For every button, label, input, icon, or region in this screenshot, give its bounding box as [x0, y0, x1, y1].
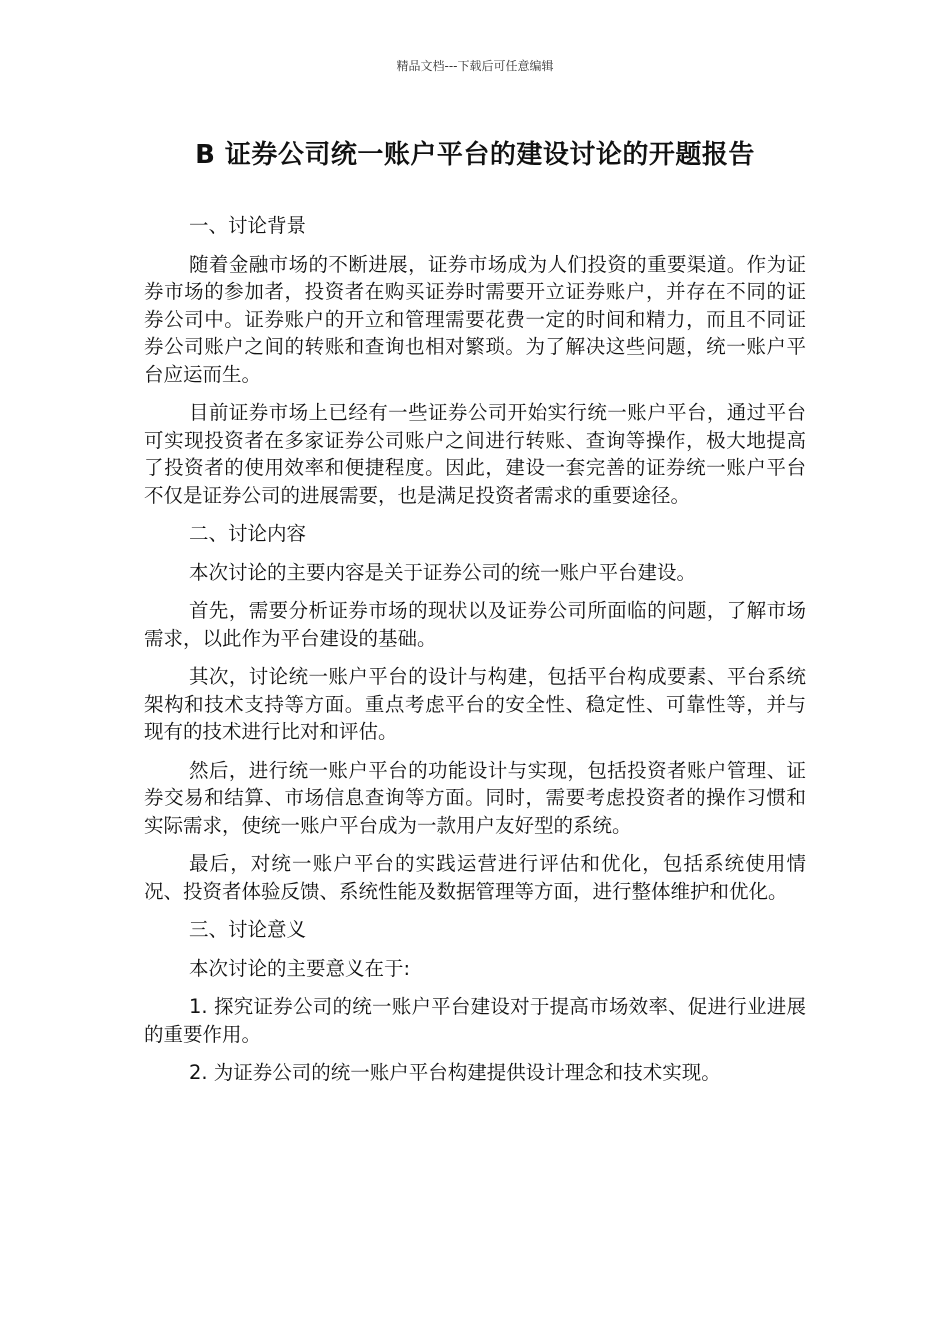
paragraph: 本次讨论的主要内容是关于证券公司的统一账户平台建设。 [189, 560, 697, 584]
document-body [144, 212, 806, 1098]
section-heading-content: 二、讨论内容 [189, 522, 307, 545]
list-item: 2. 为证券公司的统一账户平台构建提供设计理念和技术实现。 [189, 1061, 721, 1084]
paragraph: 目前证券市场上已经有一些证券公司开始实行统一账户平台，通过平台可实现投资者在多家证券公司账户之间进行转账、查询等操作，极大地提高了投资者的使用效率和便捷程度。因此，建设一套完善的证券统一账户平台不仅是证券公司的进展需要，也是满足投资者需求的重要途径。 [144, 401, 806, 507]
paragraph: 随着金融市场的不断进展，证券市场成为人们投资的重要渠道。作为证券市场的参加者，投资者在购买证券时需要开立证券账户，并存在不同的证券公司中。证券账户的开立和管理需要花费一定的时间和精力，而且不同证券公司账户之间的转账和查询也相对繁琐。为了解决这些问题，统一账户平台应运而生。 [144, 252, 806, 386]
list-item: 1. 探究证券公司的统一账户平台建设对于提高市场效率、促进行业进展的重要作用。 [144, 995, 806, 1046]
document-title: B 证券公司统一账户平台的建设讨论的开题报告 [195, 140, 755, 170]
paragraph: 首先，需要分析证券市场的现状以及证券公司所面临的问题，了解市场需求，以此作为平台建设的基础。 [144, 599, 806, 650]
section-heading-significance: 三、讨论意义 [189, 918, 307, 941]
paragraph: 本次讨论的主要意义在于: [189, 956, 411, 980]
paragraph: 然后，进行统一账户平台的功能设计与实现，包括投资者账户管理、证券交易和结算、市场信息查询等方面。同时，需要考虑投资者的操作习惯和实际需求，使统一账户平台成为一款用户友好型的系统。 [144, 758, 806, 837]
paragraph: 最后，对统一账户平台的实践运营进行评估和优化，包括系统使用情况、投资者体验反馈、系统性能及数据管理等方面，进行整体维护和优化。 [144, 852, 806, 903]
section-heading-background: 一、讨论背景 [189, 214, 307, 237]
paragraph: 其次，讨论统一账户平台的设计与构建，包括平台构成要素、平台系统架构和技术支持等方面。重点考虑平台的安全性、稳定性、可靠性等，并与现有的技术进行比对和评估。 [144, 665, 806, 743]
header-note: 精品文档---下载后可任意编辑 [396, 59, 554, 73]
